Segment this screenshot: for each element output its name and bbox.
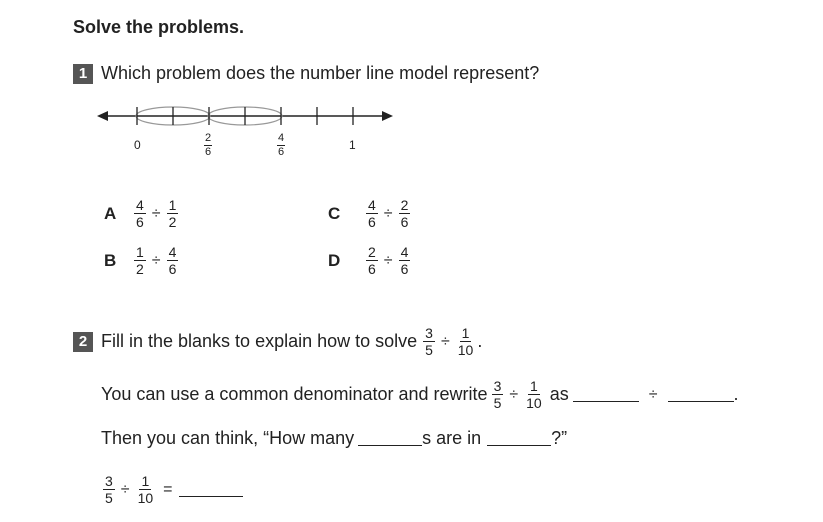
left-arrow-icon bbox=[97, 111, 108, 121]
fraction: $\frac{3}{5}$ bbox=[425, 325, 433, 358]
choice-b[interactable] bbox=[104, 245, 180, 276]
fraction: $\frac{1}{10}$ bbox=[526, 378, 542, 411]
fraction: $\frac{2}{6}$ bbox=[400, 197, 409, 230]
question-2-prompt-row bbox=[73, 326, 482, 357]
question-1-prompt: Which problem does the number line model represent? bbox=[101, 63, 540, 83]
choice-d[interactable] bbox=[328, 245, 412, 276]
answer-blank[interactable] bbox=[179, 482, 243, 497]
fraction: $\frac{2}{6}$ bbox=[368, 244, 376, 277]
divide-operator: ÷ bbox=[151, 204, 161, 222]
number-line-label-1: 1 bbox=[349, 138, 356, 152]
right-arrow-icon bbox=[382, 111, 393, 121]
question-1-prompt-row bbox=[73, 63, 539, 84]
number-line-model bbox=[95, 100, 400, 132]
fraction: $\frac{4}{6}$ bbox=[168, 244, 177, 277]
number-line-label-2-6: $\frac{2}{6}$ bbox=[205, 132, 212, 158]
line-2-mid-text: s are in bbox=[422, 428, 482, 448]
question-2-line-3 bbox=[101, 474, 243, 505]
as-text: as bbox=[549, 384, 569, 404]
divide-operator: ÷ bbox=[440, 332, 450, 350]
number-line-label-4-6: $\frac{4}{6}$ bbox=[278, 132, 285, 158]
blank-1[interactable] bbox=[573, 387, 639, 402]
fraction: $\frac{3}{5}$ bbox=[105, 473, 113, 506]
blank-2[interactable] bbox=[668, 387, 734, 402]
divide-operator: ÷ bbox=[120, 480, 130, 498]
choice-c[interactable] bbox=[328, 198, 412, 229]
question-2-number: 2 bbox=[73, 332, 93, 352]
fraction: $\frac{4}{6}$ bbox=[136, 197, 144, 230]
question-2-line-1 bbox=[101, 379, 739, 410]
question-2-prompt: Fill in the blanks to explain how to solve bbox=[101, 331, 418, 351]
divide-operator: ÷ bbox=[383, 251, 393, 269]
period: . bbox=[733, 384, 739, 404]
blank-3[interactable] bbox=[358, 431, 422, 446]
equals-sign: = bbox=[163, 480, 173, 498]
blank-4[interactable] bbox=[487, 431, 551, 446]
question-2-expression bbox=[421, 326, 482, 357]
choice-letter: A bbox=[104, 203, 117, 223]
number-line-label-0: 0 bbox=[134, 138, 141, 152]
question-2-line-2 bbox=[101, 428, 567, 449]
fraction: $\frac{1}{10}$ bbox=[137, 473, 154, 506]
choice-letter: B bbox=[104, 250, 117, 270]
divide-operator: ÷ bbox=[648, 385, 658, 403]
divide-operator: ÷ bbox=[383, 204, 393, 222]
line-2-end-text: ?” bbox=[551, 428, 568, 448]
fraction: $\frac{1}{10}$ bbox=[457, 325, 474, 358]
choice-letter: C bbox=[328, 203, 341, 223]
section-heading: Solve the problems. bbox=[73, 17, 245, 37]
choice-a[interactable] bbox=[104, 198, 180, 229]
fraction: $\frac{4}{6}$ bbox=[368, 197, 376, 230]
period: . bbox=[477, 331, 483, 351]
choice-letter: D bbox=[328, 250, 341, 270]
fraction: $\frac{3}{5}$ bbox=[493, 378, 502, 411]
question-1-number: 1 bbox=[73, 64, 93, 84]
line-1-text: You can use a common denominator and rewrite bbox=[101, 384, 488, 404]
line-2-text: Then you can think, “How many bbox=[101, 428, 355, 448]
fraction: $\frac{1}{2}$ bbox=[168, 197, 177, 230]
divide-operator: ÷ bbox=[509, 385, 519, 403]
fraction: $\frac{1}{2}$ bbox=[136, 244, 144, 277]
divide-operator: ÷ bbox=[151, 251, 161, 269]
fraction: $\frac{4}{6}$ bbox=[400, 244, 409, 277]
